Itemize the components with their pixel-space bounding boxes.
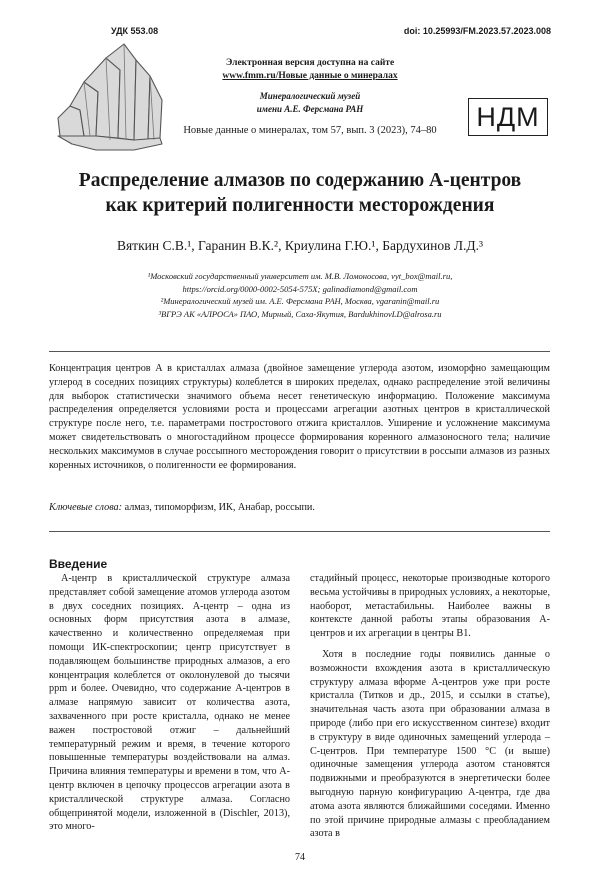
abstract: Концентрация центров А в кристаллах алмаза (двойное замещение углерода азотом, изоморфно замещающим углерод в соседних позициях структуры) колеблется в широких пределах, однако распределение этой величины для выборок статистически значимого объема несет генетическую информацию. Положение максимума распределения определяется условиями роста и процессами агрегации азотных центров в кристаллической структуре после него, т.е. параметрами постростового отжига кристаллов. Уширение и усложнение максимума может свидетельствовать о многостадийном процессе формирования коренного алмазоносного тела; наличие нескольких максимумов в случае россыпного месторождения говорит о присутствии в россыпи алмазов из разных коренных источников, о полигенности ее формирования. — [49, 362, 550, 472]
journal-logo: НДМ — [468, 98, 548, 136]
article-title-line1: Распределение алмазов по содержанию А-центров — [40, 168, 560, 193]
museum-name — [190, 90, 430, 116]
keywords-label: Ключевые слова: — [49, 502, 122, 513]
body-column-left — [49, 572, 290, 834]
body-column-right — [310, 572, 550, 841]
keywords — [49, 502, 550, 513]
website-notice — [180, 57, 440, 83]
page-number: 74 — [0, 852, 600, 863]
keywords-text: алмаз, типоморфизм, ИК, Анабар, россыпи. — [122, 502, 315, 513]
authors: Вяткин С.В.¹, Гаранин В.К.², Криулина Г.Ю.¹, Бардухинов Л.Д.³ — [40, 238, 560, 254]
museum-name-line2: имени А.Е. Ферсмана РАН — [190, 103, 430, 116]
body-paragraph: Хотя в последние годы появились данные о возможности вхождения азота в кристаллическую структуру алмаза вформе А-центров уже при росте кристалла (Титков и др., 2015, и ссылки в статье), значительная часть азота при образовании алмаза в природе (либо при его искусственном синтезе) входит в структуру в виде одиночных замещений углерода – С-центров. При температуре 1500 °С (и выше) одиночные замещения углерода азотом становятся подвижными и преобразуются в энергетически более выгодную парную конфигурацию А-центра, где два атома азота являются ближайшими соседями. Именно по этой причине природные алмазы с преобладанием азота в — [310, 648, 550, 841]
journal-reference: Новые данные о минералах, том 57, вып. 3 (2023), 74–80 — [150, 125, 470, 136]
affiliation-line: https://orcid.org/0000-0002-5054-575X; galinadiamond@gmail.com — [80, 283, 520, 296]
museum-name-line1: Минералогический музей — [190, 90, 430, 103]
website-link[interactable]: www.fmm.ru/Новые данные о минералах — [222, 71, 397, 81]
website-notice-text: Электронная версия доступна на сайте — [180, 57, 440, 70]
udc-code: УДК 553.08 — [111, 26, 158, 36]
affiliation-line: ²Минералогический музей им. А.Е. Ферсмана РАН, Москва, vgaranin@mail.ru — [80, 295, 520, 308]
article-title — [40, 168, 560, 218]
affiliation-line: ¹Московский государственный университет им. М.В. Ломоносова, vyt_box@mail.ru, — [80, 270, 520, 283]
affiliation-line: ³ВГРЭ АК «АЛРОСА» ПАО, Мирный, Саха-Якутия, BardukhinovLD@alrosa.ru — [80, 308, 520, 321]
divider-bottom — [49, 531, 550, 532]
section-heading-intro: Введение — [49, 557, 107, 571]
body-paragraph: А-центр в кристаллической структуре алмаза представляет собой замещение атомов углерода азотом в двух соседних позициях. А-центр – одна из основных форм присутствия азота в алмазе, качественно и количественно определяемая при помощи ИК-спектроскопии; центр присутствует в подавляющем большинстве природных алмазов, а его концентрация колеблется от околонулевой до тысячи ppm и более. Очевидно, что содержание А-центров в алмазе напрямую зависит от количества азота, захваченного при росте кристалла, однако не менее важен постростовой отжиг – дальнейший температурный режим и время, в течение которого повышенные температуры воздействовали на алмаз. Причина влияния температуры и времени в том, что А-центр включен в цепочку процессов агрегации азота в кристаллической структуре алмаза. Согласно общепринятой модели, изложенной в (Dischler, 2013), это много- — [49, 572, 290, 834]
body-paragraph: стадийный процесс, некоторые производные которого весьма устойчивы в природных условиях, а некоторые, наоборот, метастабильны. Наиболее важны в контексте данной работы этапы образования А-центров и их агрегации в центры В1. — [310, 572, 550, 641]
crystal-logo-icon — [50, 40, 175, 158]
doi: doi: 10.25993/FM.2023.57.2023.008 — [404, 26, 551, 36]
divider-top — [49, 351, 550, 352]
affiliations — [80, 270, 520, 320]
article-title-line2: как критерий полигенности месторождения — [40, 193, 560, 218]
